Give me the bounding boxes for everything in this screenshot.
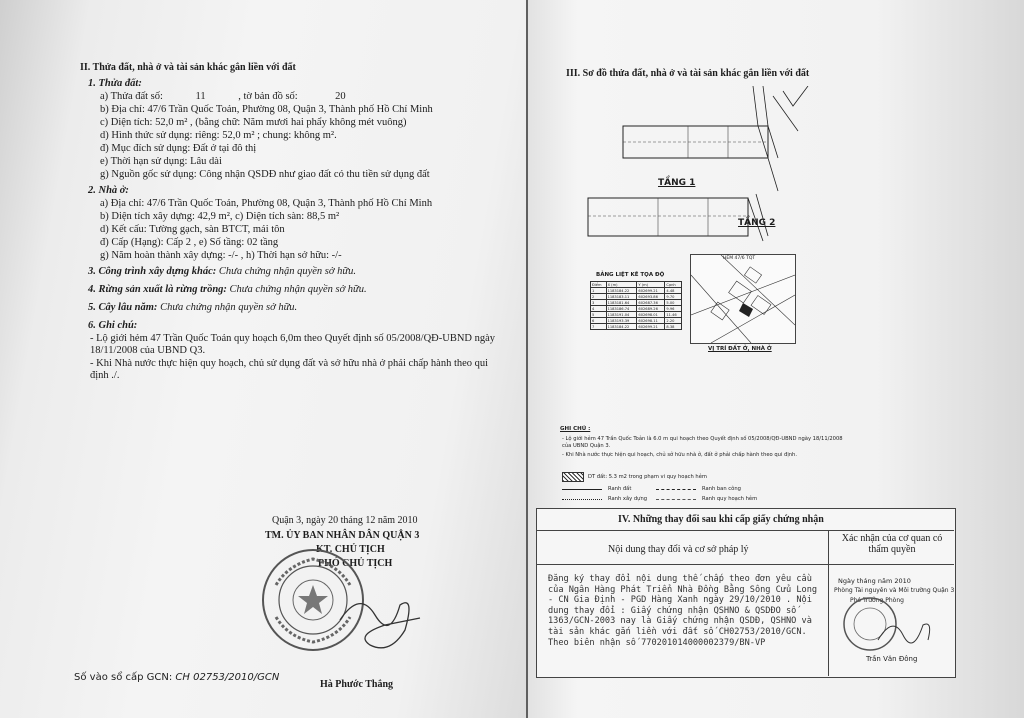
cell: 5 xyxy=(591,312,607,318)
coord-header: Y (m) xyxy=(637,282,665,288)
legend-ranh-xay-dung: Ranh xây dựng xyxy=(608,496,648,502)
cell: 602698.01 xyxy=(637,312,665,318)
location-map xyxy=(690,254,796,344)
land-heading: 1. Thửa đất: xyxy=(88,78,142,89)
land-area: c) Diện tích: 52,0 m² , (bằng chữ: Năm mươi hai phẩy không mét vuông) xyxy=(100,117,407,128)
land-purpose: đ) Mục đích sử dụng: Đất ở tại đô thị xyxy=(100,143,257,154)
legend-dot-icon xyxy=(562,499,602,500)
item-3 xyxy=(88,266,356,278)
section-2-title: II. Thửa đất, nhà ở và tài sản khác gắn liền với đất xyxy=(80,62,296,73)
col-content-header: Nội dung thay đổi và cơ sở pháp lý xyxy=(608,544,749,555)
house-address: a) Địa chỉ: 47/6 Trần Quốc Toản, Phường 08, Quận 3, Thành phố Hồ Chí Minh xyxy=(100,198,433,209)
location-label: VỊ TRÍ ĐẤT Ở, NHÀ Ở xyxy=(708,346,772,352)
cell: 1183186.74 xyxy=(606,306,637,312)
legend-dash2-icon xyxy=(656,499,696,500)
house-grade: đ) Cấp (Hạng): Cấp 2 , e) Số tầng: 02 tầng xyxy=(100,237,279,248)
cell: 9.70 xyxy=(665,294,682,300)
cell: 602699.21 xyxy=(637,324,665,330)
col-confirm-header: Xác nhận của cơ quan có thẩm quyền xyxy=(841,533,943,555)
land-address: b) Địa chỉ: 47/6 Trần Quốc Toản, Phường 08, Quận 3, Thành phố Hồ Chí Minh xyxy=(100,104,433,115)
item-4-value: Chưa chứng nhận quyền sở hữu. xyxy=(229,284,367,295)
cell: 5.00 xyxy=(665,300,682,306)
item-3-label: 3. Công trình xây dựng khác: xyxy=(88,266,217,277)
house-heading: 2. Nhà ở: xyxy=(88,185,129,196)
cell: 9.96 xyxy=(665,306,682,312)
kt-chairman: KT. CHỦ TỊCH xyxy=(316,544,385,555)
cell: 11.46 xyxy=(665,312,682,318)
coord-header: Cạnh xyxy=(665,282,682,288)
confirm-org: Phòng Tài nguyên và Môi trường Quận 3 xyxy=(834,587,955,594)
registration-value: CH 02753/2010/GCN xyxy=(175,672,280,683)
cell: 602687.36 xyxy=(637,300,665,306)
coord-header: X (m) xyxy=(606,282,637,288)
notes-heading: GHI CHÚ : xyxy=(560,426,591,432)
note-1: - Lộ giới hẻm 47 Trần Quốc Toản quy hoạch 6,0m theo Quyết định số 05/2008/QĐ-UBND ngày 18/11/2008 của UBND Q3. xyxy=(90,333,496,356)
section-3-title: III. Sơ đồ thửa đất, nhà ở và tài sản khác gắn liền với đất xyxy=(566,68,810,79)
cell: 602689.26 xyxy=(637,306,665,312)
signature-icon xyxy=(330,560,430,670)
notes-line-2: - Khi Nhà nước thực hiện qui hoạch, chủ sở hữu nhà ở, đất ở phải chấp hành theo qui định. xyxy=(562,452,797,458)
item-5 xyxy=(88,302,297,314)
confirm-signer: Trần Văn Đông xyxy=(866,655,918,663)
cell: 1183184.22 xyxy=(606,324,637,330)
coord-header: Điểm xyxy=(591,282,607,288)
issue-date: Quận 3, ngày 20 tháng 12 năm 2010 xyxy=(272,515,418,526)
land-parcel-number xyxy=(100,91,380,103)
change-entry-text: Đăng ký thay đổi nội dung thế chấp theo đơn yêu cầu của Ngân Hàng Phát Triển Nhà Đồng Bằng Sông Cửu Long - CN Gia Định - PGD Hàng Xanh ngày 29/10/2010 . Nội dung thay đổi : Giấy chứng nhận QSHNO & QSDĐO số 1363/GCN-2003 nay là Giấy chứng nhận QSDĐ, QSHNO và tài sản khác gắn liền với đất số CH02753/2010/GCN. Theo biên nhận số 770201014000002379/BN-VP xyxy=(548,574,818,648)
house-area: b) Diện tích xây dựng: 42,9 m², c) Diện tích sàn: 88,5 m² xyxy=(100,211,340,222)
land-origin: g) Nguồn gốc sử dụng: Công nhận QSDĐ như giao đất có thu tiền sử dụng đất xyxy=(100,169,430,180)
land-usage-form: d) Hình thức sử dụng: riêng: 52,0 m² ; chung: không m². xyxy=(100,130,337,141)
alley-label: HẺM 47/6 TQT xyxy=(723,256,756,261)
item-5-label: 5. Cây lâu năm: xyxy=(88,302,158,313)
section-4-title: IV. Những thay đổi sau khi cấp giấy chứng nhận xyxy=(618,514,824,525)
coord-table-title: BẢNG LIỆT KÊ TỌA ĐỘ xyxy=(596,272,665,278)
legend-ranh-dat: Ranh đất xyxy=(608,486,632,492)
coord-table xyxy=(590,281,682,330)
confirm-signature-icon xyxy=(873,610,943,650)
column-divider xyxy=(828,530,829,676)
item-4-label: 4. Rừng sản xuất là rừng trồng: xyxy=(88,284,227,295)
legend-ranh-ban-cong: Ranh ban công xyxy=(702,486,741,492)
house-year: g) Năm hoàn thành xây dựng: -/- , h) Thời hạn sở hữu: -/- xyxy=(100,250,342,261)
cell: 2 xyxy=(591,294,607,300)
notes-line-1: - Lộ giới hẻm 47 Trần Quốc Toản là 6.0 m qui hoạch theo Quyết định số 05/2008/QĐ-UBND ngày 18/11/2008 của UBND Quận 3. xyxy=(562,436,843,449)
cell: 602698.11 xyxy=(637,318,665,324)
item-3-value: Chưa chứng nhận quyền sở hữu. xyxy=(218,266,356,277)
issuing-authority: TM. ỦY BAN NHÂN DÂN QUẬN 3 xyxy=(265,530,420,541)
cell: 7 xyxy=(591,324,607,330)
cell: 1183181.64 xyxy=(606,300,637,306)
legend-line-icon xyxy=(562,489,602,490)
floor-2-label: TẦNG 2 xyxy=(738,218,776,228)
parcel-value: 11 xyxy=(195,91,206,102)
floor-1-label: TẦNG 1 xyxy=(658,178,696,188)
cell: 8.38 xyxy=(665,324,682,330)
legend-hatch-label: DT đất: 5.3 m2 trong phạm vi quy hoạch hẻm xyxy=(588,474,707,480)
registration-number xyxy=(74,672,279,683)
table-row xyxy=(591,324,682,330)
cell: 1183184.22 xyxy=(606,288,637,294)
legend-dash-icon xyxy=(656,489,696,490)
item-6-label: 6. Ghi chú: xyxy=(88,320,138,331)
signer-name: Hà Phước Thắng xyxy=(320,679,394,690)
item-5-value: Chưa chứng nhận quyền sở hữu. xyxy=(160,302,298,313)
registration-label: Số vào sổ cấp GCN: xyxy=(74,672,173,683)
cell: 3 xyxy=(591,300,607,306)
legend-hatch-icon xyxy=(562,472,584,482)
legend-ranh-quy-hoach: Ranh quy hoạch hẻm xyxy=(702,496,758,502)
cell: 602699.21 xyxy=(637,288,665,294)
parcel-label: a) Thửa đất số: xyxy=(100,91,163,102)
location-map-icon xyxy=(691,255,795,343)
house-structure: d) Kết cấu: Tường gạch, sàn BTCT, mái tôn xyxy=(100,224,285,235)
land-term: e) Thời hạn sử dụng: Lâu dài xyxy=(100,156,222,167)
cell: 4 xyxy=(591,306,607,312)
confirm-role: Phó Trưởng Phòng xyxy=(850,597,904,604)
cell: 1183191.04 xyxy=(606,312,637,318)
cell: 4.48 xyxy=(665,288,682,294)
map-sheet-value: 20 xyxy=(335,91,346,102)
floor-plan-drawing xyxy=(568,86,818,246)
cell: 6 xyxy=(591,318,607,324)
note-2: - Khi Nhà nước thực hiện quy hoạch, chủ sử dụng đất và sở hữu nhà ở phải chấp hành theo qui định ./. xyxy=(90,358,489,381)
cell: 1 xyxy=(591,288,607,294)
vice-chairman: PHÓ CHỦ TỊCH xyxy=(318,558,393,569)
cell: 1183193.39 xyxy=(606,318,637,324)
cell: 1183183.11 xyxy=(606,294,637,300)
right-page xyxy=(528,0,1024,718)
cell: 2.20 xyxy=(665,318,682,324)
map-sheet-label: , tờ bản đồ số: xyxy=(238,91,298,102)
cell: 602693.86 xyxy=(637,294,665,300)
confirm-date: Ngày tháng năm 2010 xyxy=(838,577,911,585)
item-4 xyxy=(88,284,367,296)
